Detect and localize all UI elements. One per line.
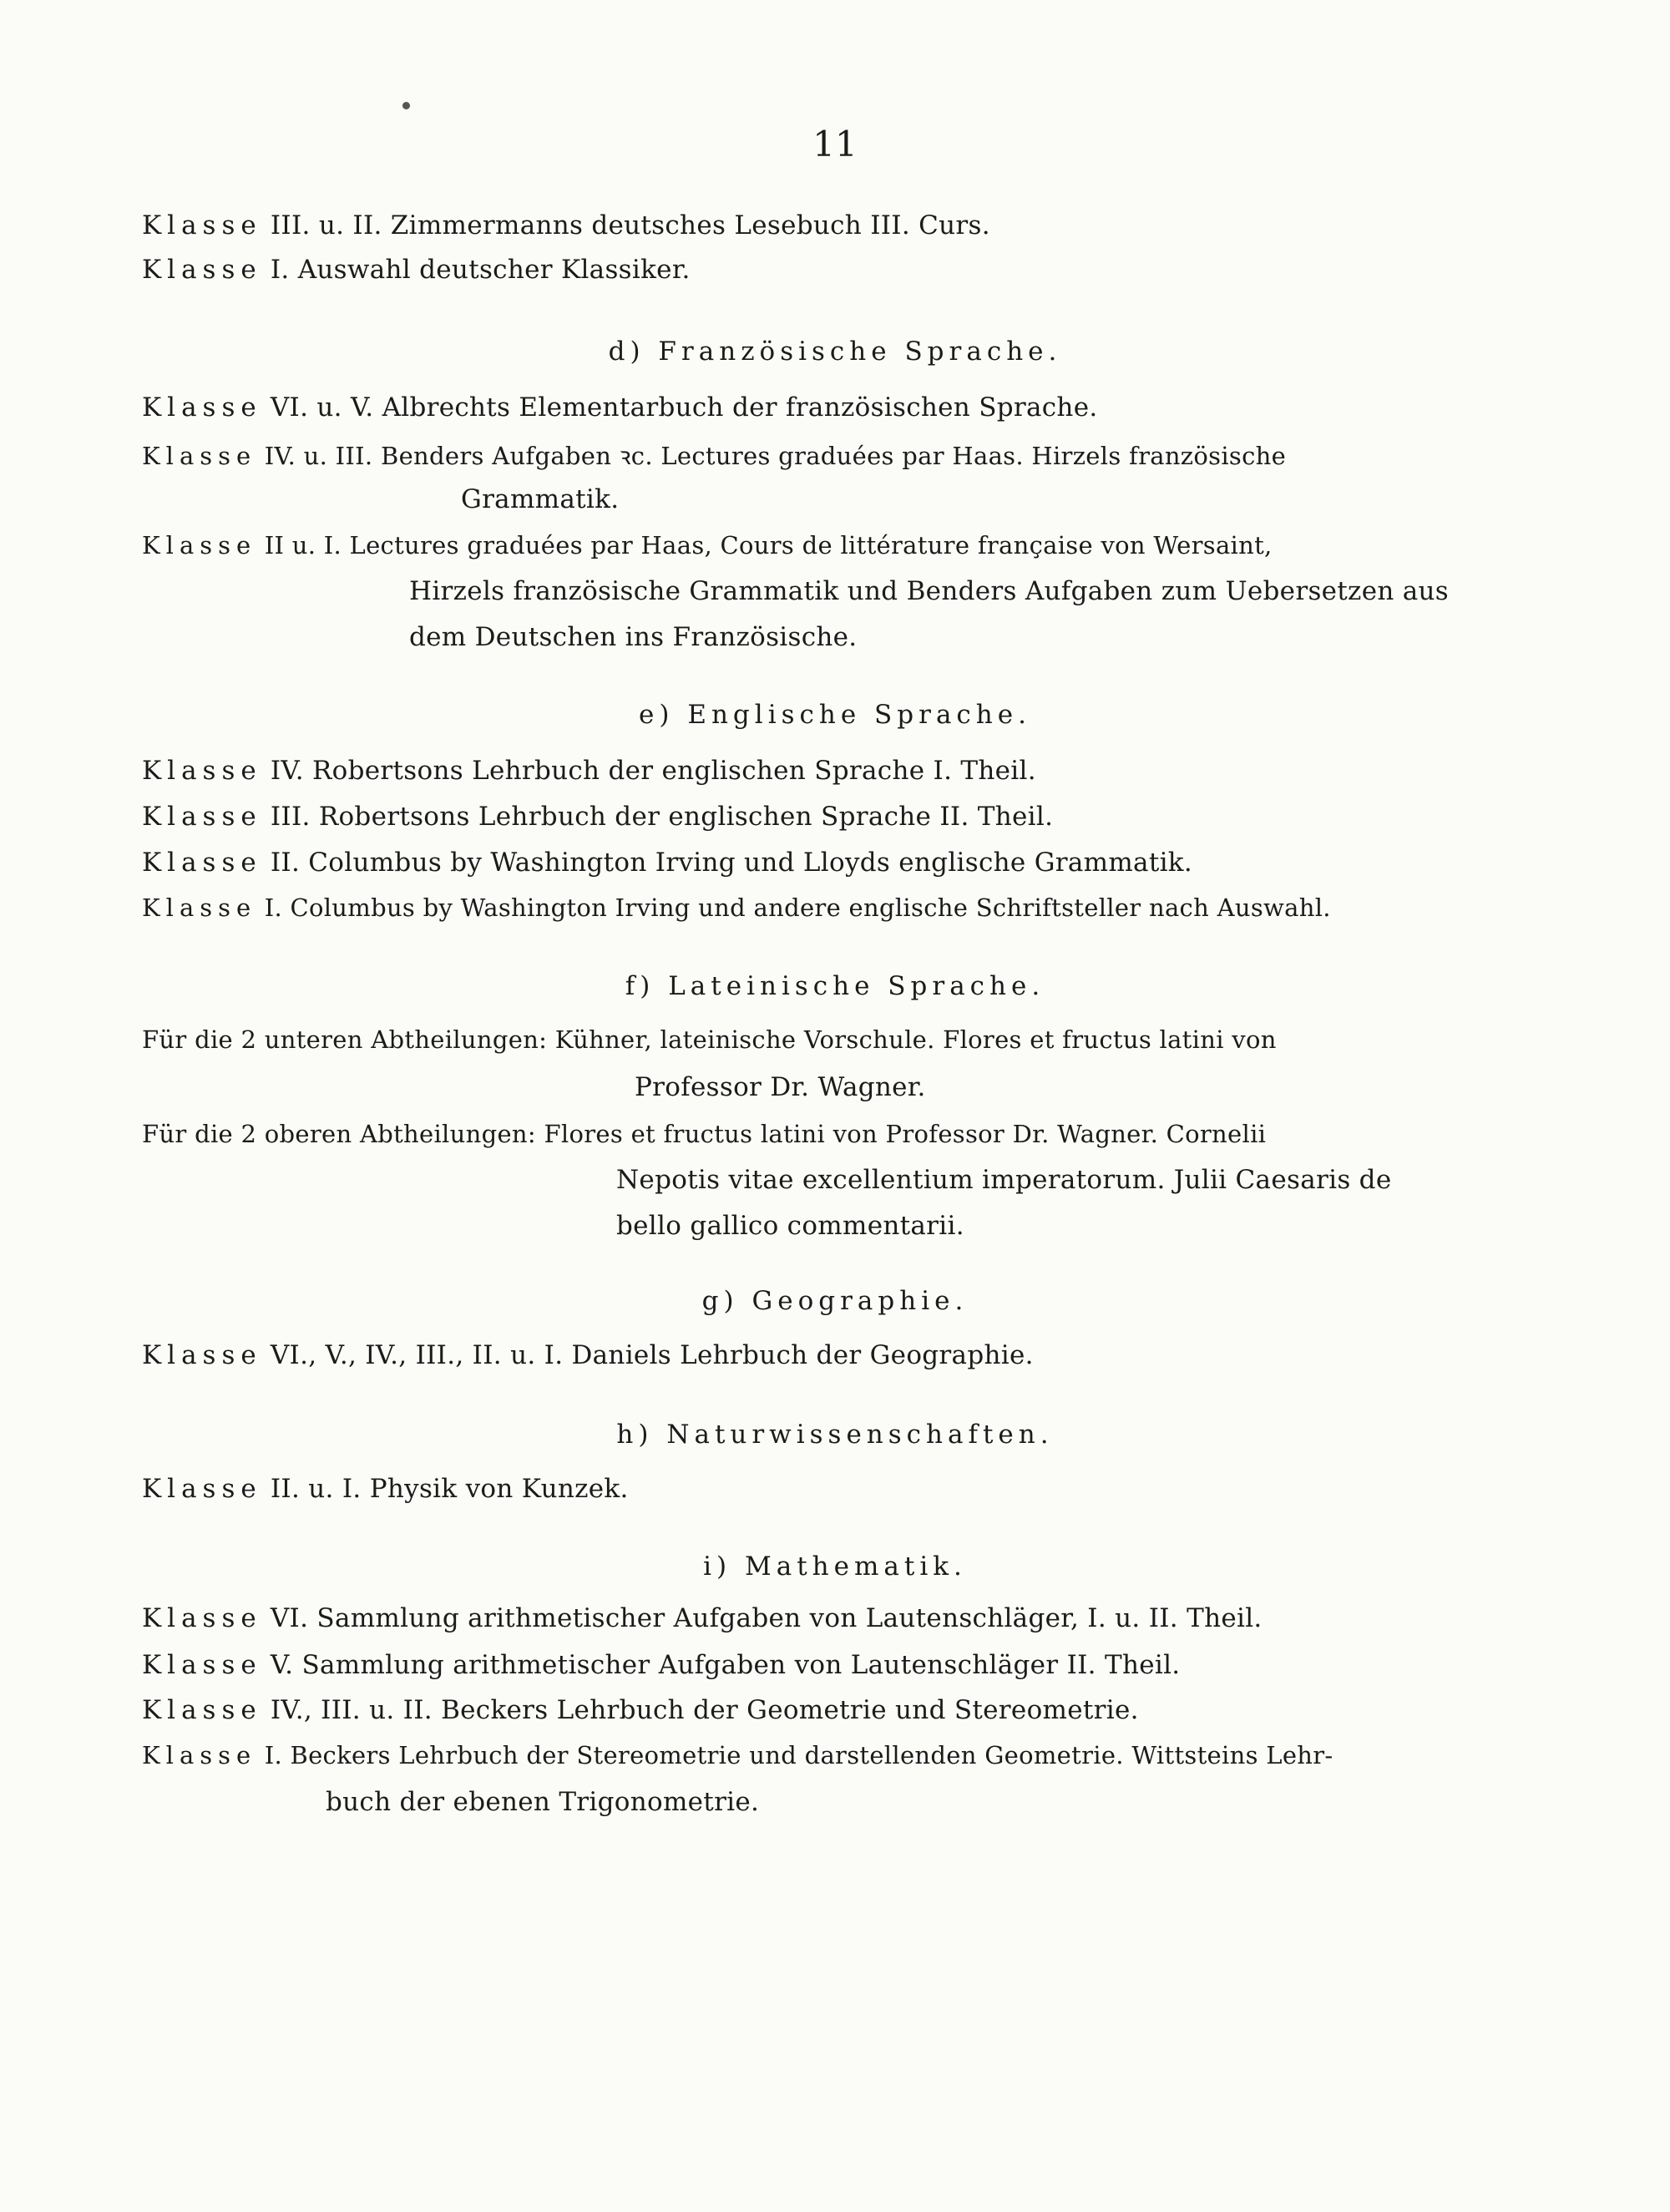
entry-line: [142, 210, 990, 240]
entry-text: Flores et fructus latini von Professor Dr. Wagner. Cornelii: [544, 1120, 1267, 1148]
entry-label: Klasse: [142, 1650, 262, 1680]
entry-text: VI. Sammlung arithmetischer Aufgaben von Lautenschläger, I. u. II. Theil.: [270, 1603, 1263, 1633]
entry-label: Klasse: [142, 1474, 262, 1504]
continuation-line: dem Deutschen ins Französische.: [409, 622, 858, 652]
entry-line: [142, 439, 1286, 472]
section-heading: h) Naturwissenschaften.: [616, 1420, 1054, 1450]
entry-line: [142, 1474, 629, 1504]
entry-line: [142, 1650, 1180, 1680]
entry-label: Klasse: [142, 442, 257, 470]
entry-text: VI. u. V. Albrechts Elementarbuch der französischen Sprache.: [270, 392, 1098, 423]
entry-line: [142, 255, 691, 285]
entry-text: I. Columbus by Washington Irving und andere englische Schriftsteller nach Auswahl.: [264, 893, 1331, 922]
entry-label: Klasse: [142, 392, 262, 423]
entry-text: II. u. I. Physik von Kunzek.: [270, 1474, 629, 1504]
entry-text: V. Sammlung arithmetischer Aufgaben von Lautenschläger II. Theil.: [270, 1650, 1181, 1680]
section-heading: g) Geographie.: [701, 1286, 969, 1316]
entry-text: III. u. II. Zimmermanns deutsches Lesebuch III. Curs.: [270, 210, 990, 240]
continuation-line: Grammatik.: [461, 484, 620, 514]
entry-label: Klasse: [142, 893, 257, 922]
section-heading: f) Lateinische Sprache.: [625, 971, 1045, 1001]
continuation-line: Nepotis vitae excellentium imperatorum. Julii Caesaris de: [616, 1165, 1392, 1195]
entry-text: III. Robertsons Lehrbuch der englischen Sprache II. Theil.: [270, 802, 1054, 832]
continuation-line: Hirzels französische Grammatik und Benders Aufgaben zum Uebersetzen aus: [409, 576, 1450, 606]
entry-text: II u. I. Lectures graduées par Haas, Cours de littérature française von Wersaint,: [264, 531, 1273, 559]
entry-text: I. Beckers Lehrbuch der Stereometrie und darstellenden Geometrie. Wittsteins Lehr-: [264, 1741, 1333, 1769]
entry-label: Klasse: [142, 1741, 257, 1769]
entry-line: [142, 1695, 1139, 1725]
entry-text: IV., III. u. II. Beckers Lehrbuch der Geometrie und Stereometrie.: [270, 1695, 1139, 1725]
entry-label: Klasse: [142, 848, 262, 878]
entry-label: Klasse: [142, 1695, 262, 1725]
entry-text: Kühner, lateinische Vorschule. Flores et fructus latini von: [554, 1025, 1277, 1054]
entry-label: Klasse: [142, 802, 262, 832]
entry-label: Klasse: [142, 531, 257, 559]
entry-label: Klasse: [142, 756, 262, 786]
entry-text: IV. Robertsons Lehrbuch der englischen Sprache I. Theil.: [270, 756, 1036, 786]
continuation-line: bello gallico commentarii.: [616, 1211, 964, 1241]
section-heading: d) Französische Sprache.: [608, 337, 1062, 367]
entry-label: Für die 2 oberen Abtheilungen:: [142, 1120, 536, 1148]
entry-label: Für die 2 unteren Abtheilungen:: [142, 1025, 548, 1054]
ink-speck: [402, 102, 410, 109]
entry-line: [142, 531, 1273, 559]
entry-text: I. Auswahl deutscher Klassiker.: [270, 255, 691, 285]
entry-line: [142, 848, 1192, 878]
entry-line: [142, 893, 1331, 922]
page-number: 11: [812, 124, 858, 165]
section-heading: i) Mathematik.: [703, 1551, 967, 1582]
continuation-line: Professor Dr. Wagner.: [635, 1072, 926, 1102]
entry-line: [142, 1603, 1263, 1633]
entry-line: [142, 1741, 1333, 1769]
entry-label: Klasse: [142, 1340, 262, 1370]
entry-text: IV. u. III. Benders Aufgaben ꝛc. Lectures graduées par Haas. Hirzels französische: [264, 442, 1287, 470]
continuation-line: buch der ebenen Trigonometrie.: [326, 1787, 760, 1817]
entry-line: [142, 1120, 1266, 1148]
entry-line: [142, 1025, 1277, 1054]
entry-line: [142, 392, 1098, 423]
entry-line: [142, 756, 1036, 786]
entry-label: Klasse: [142, 1603, 262, 1633]
entry-label: Klasse: [142, 210, 262, 240]
section-heading: e) Englische Sprache.: [639, 700, 1031, 730]
entry-line: [142, 1340, 1034, 1370]
entry-line: [142, 802, 1053, 832]
entry-text: II. Columbus by Washington Irving und Lloyds englische Grammatik.: [270, 848, 1193, 878]
entry-text: VI., V., IV., III., II. u. I. Daniels Lehrbuch der Geographie.: [270, 1340, 1034, 1370]
entry-label: Klasse: [142, 255, 262, 285]
